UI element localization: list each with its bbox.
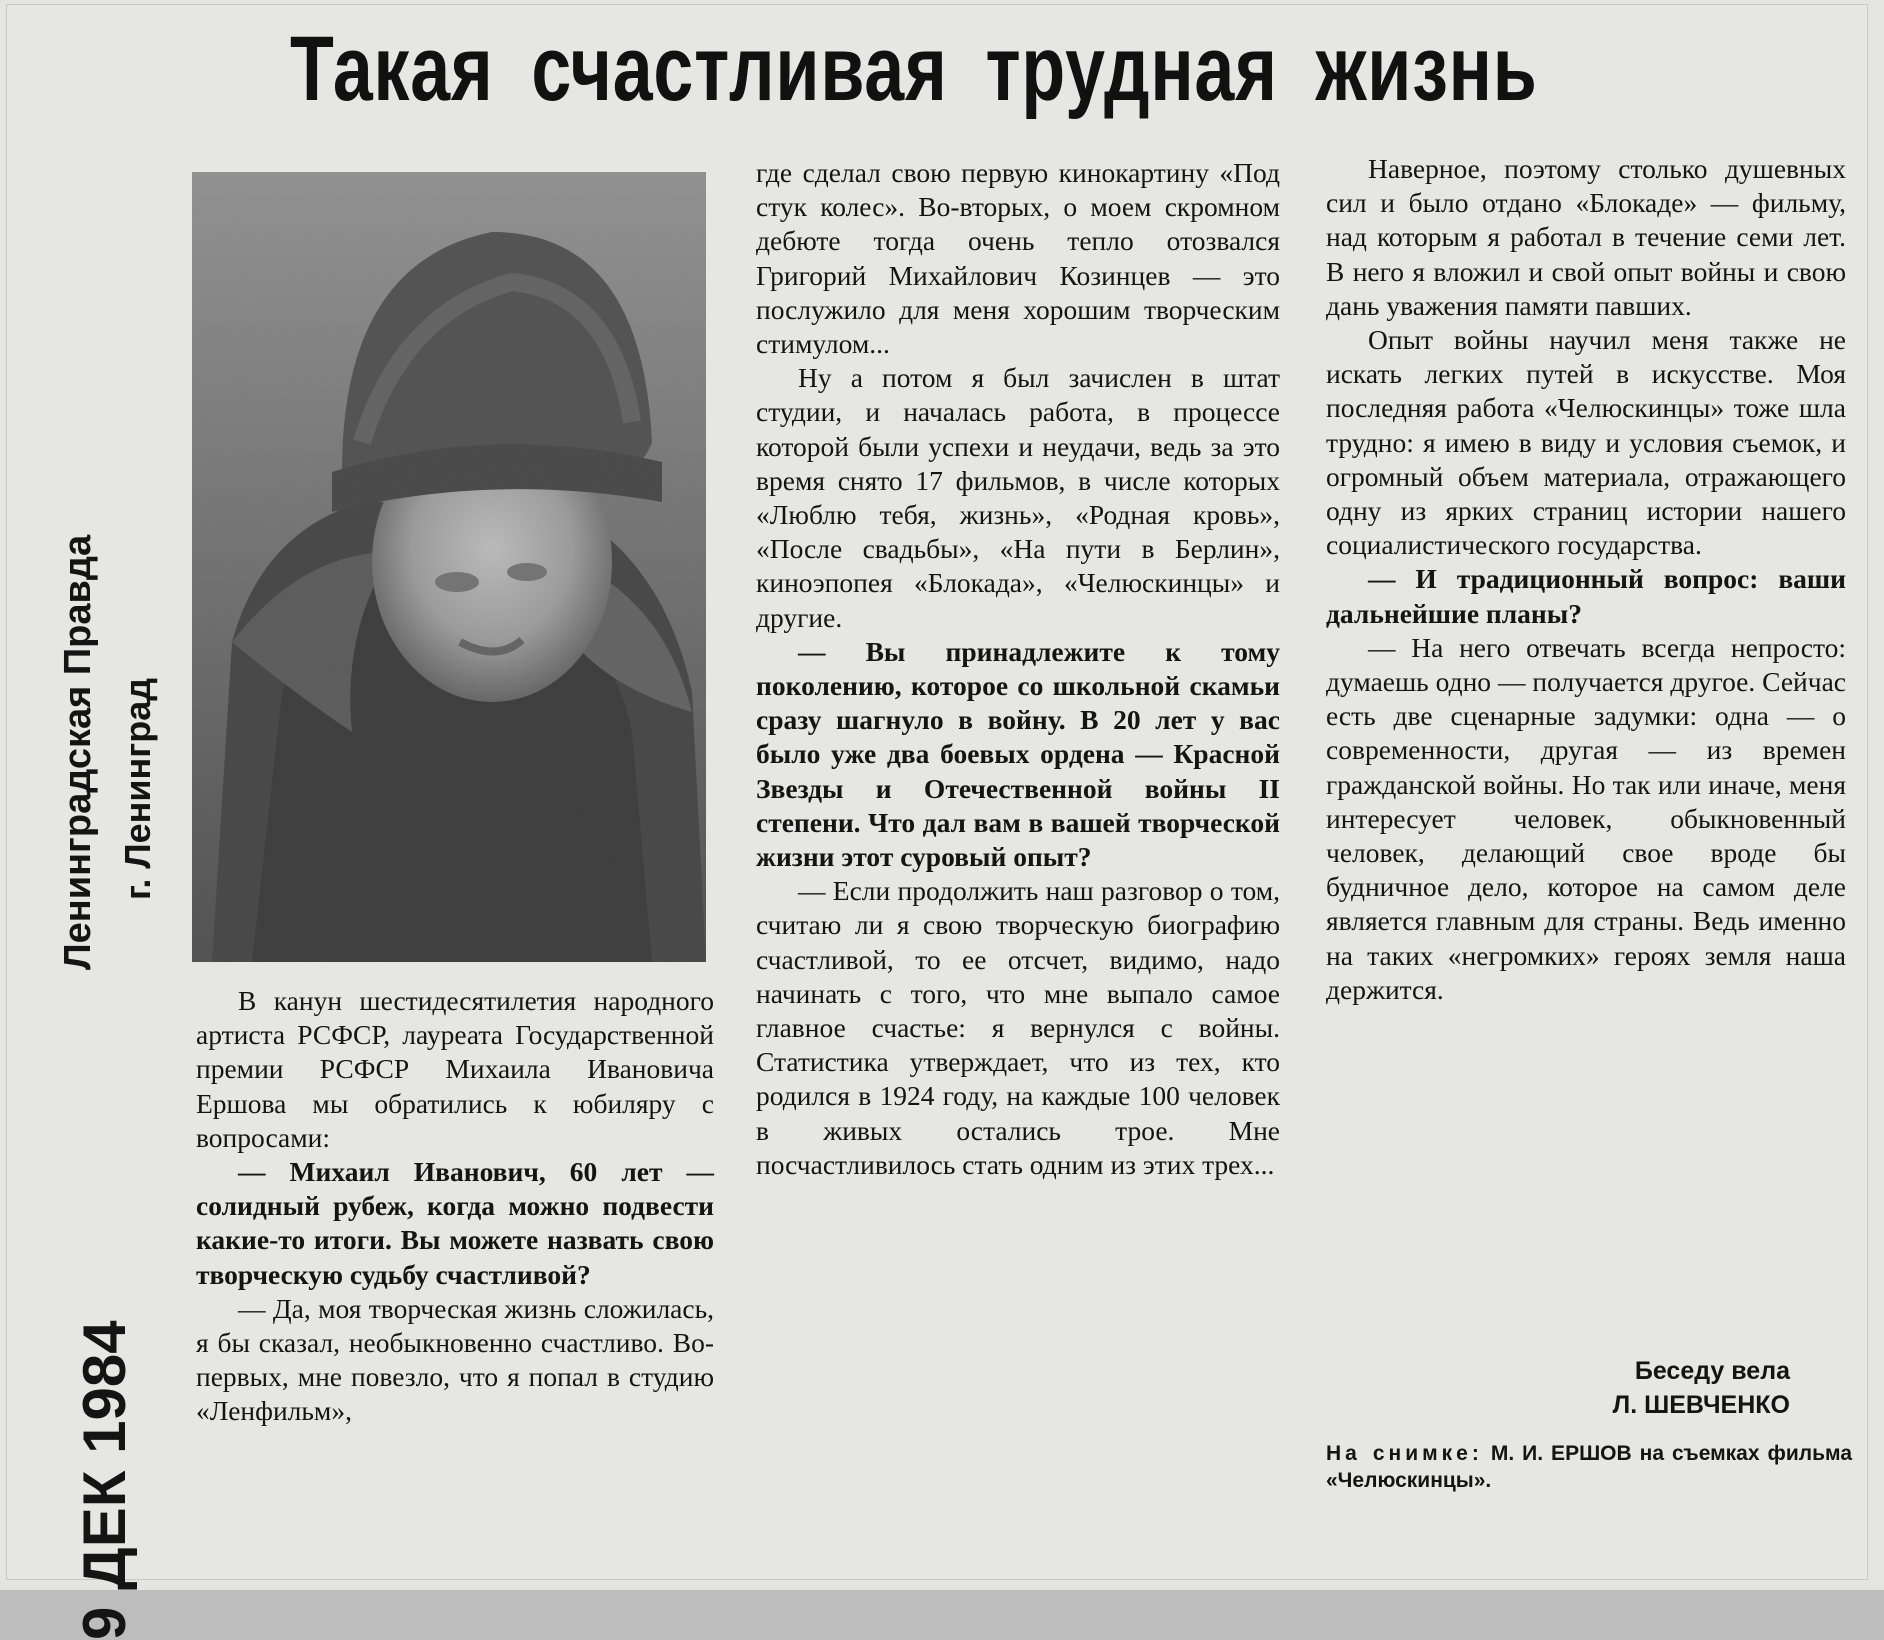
archive-stamp — [28, 250, 158, 1640]
signature-line-2: Л. ШЕВЧЕНКО — [1612, 1391, 1790, 1419]
article-column-3 — [1326, 152, 1846, 1007]
intro-paragraph: В канун шестидесятилетия народного артиста РСФСР, лауреата Государственной премии РСФСР Михаила Ивановича Ершова мы обратились к юбиляру с вопросами: — [196, 985, 714, 1153]
answer-paragraph: Наверное, поэтому столько душевных сил и было отдано «Блокаде» — фильму, над которым я работал в течение семи лет. В него я вложил и свой опыт войны и свою дань уважения памяти павших. — [1326, 153, 1846, 321]
article-column-2 — [756, 156, 1280, 1182]
portrait-photo — [192, 172, 706, 962]
article-column-1 — [196, 984, 714, 1429]
answer-paragraph: — Если продолжить наш разговор о том, считаю ли я свою творческую биографию счастливой, то ее отсчет, видимо, надо начинать с того, что мне выпало самое главное счастье: я вернулся с войны. Статистика утверждает, что из тех, кто родился в 1924 году, на каждые 100 человек в живых остались трое. Мне посчастливилось стать одним из этих трех... — [756, 875, 1280, 1180]
answer-continuation: где сделал свою первую кинокартину «Под стук колес». Во-вторых, о моем скромном дебюте тогда очень тепло отозвался Григорий Михайлович Козинцев — это послужило для меня хорошим творческим стимулом... — [756, 157, 1280, 360]
answer-paragraph: — На него отвечать всегда непросто: думаешь одно — получается другое. Сейчас есть две сценарные задумки: одна — о современности, другая — из времен гражданской войны. Но так или иначе, меня интересует человек, обыкновенный человек, делающий свое вроде бы будничное дело, которое на самом деле является главным для страны. Ведь именно на таких «негромких» героях земля наша держится. — [1326, 631, 1846, 1005]
stamp-city: г. Ленинград — [117, 677, 158, 900]
answer-paragraph: Ну а потом я был зачислен в штат студии, и началась работа, в процессе которой были успехи и неудачи, ведь за это время снято 17 фильмов, в числе которых «Люблю тебя, жизнь», «Родная кровь», «После свадьбы», «На пути в Берлин», киноэпопея «Блокада», «Челюскинцы» и другие. — [756, 362, 1280, 633]
question-paragraph: — Михаил Иванович, 60 лет — солидный рубеж, когда можно подвести какие-то итоги. Вы можете назвать свою творческую судьбу счастливой? — [196, 1156, 714, 1290]
stamp-date: 9 ДЕК 1984 — [71, 1320, 138, 1640]
question-paragraph: — Вы принадлежите к тому поколению, которое со школьной скамьи сразу шагнуло в войну. В 20 лет у вас было уже два боевых ордена — Красной Звезды и Отечественной войны II степени. Что дал вам в вашей творческой жизни этот суровый опыт? — [756, 635, 1280, 873]
photo-caption — [1326, 1440, 1852, 1494]
answer-paragraph: Опыт войны научил меня также не искать легких путей в искусстве. Моя последняя работа «Челюскинцы» тоже шла трудно: я имею в виду и условия съемок, и огромный объем материала, отражающего одну из ярких страниц истории нашего социалистического государства. — [1326, 324, 1846, 561]
stamp-newspaper-name: Ленинградская Правда — [57, 534, 99, 970]
answer-paragraph: — Да, моя творческая жизнь сложилась, я бы сказал, необыкновенно счастливо. Во-первых, мне повезло, что я попал в студию «Ленфильм», — [196, 1292, 714, 1427]
caption-text: М. И. ЕРШОВ на съемках фильма «Челюскинцы». — [1326, 1442, 1852, 1492]
interviewer-signature — [1480, 1354, 1860, 1422]
caption-label: На снимке: — [1326, 1442, 1483, 1465]
question-paragraph: — И традиционный вопрос: ваши дальнейшие планы? — [1326, 563, 1846, 629]
portrait-photo-icon — [192, 172, 706, 962]
article-headline: Такая счастливая трудная жизнь — [290, 18, 1538, 120]
signature-line-1: Беседу вела — [1634, 1357, 1790, 1385]
